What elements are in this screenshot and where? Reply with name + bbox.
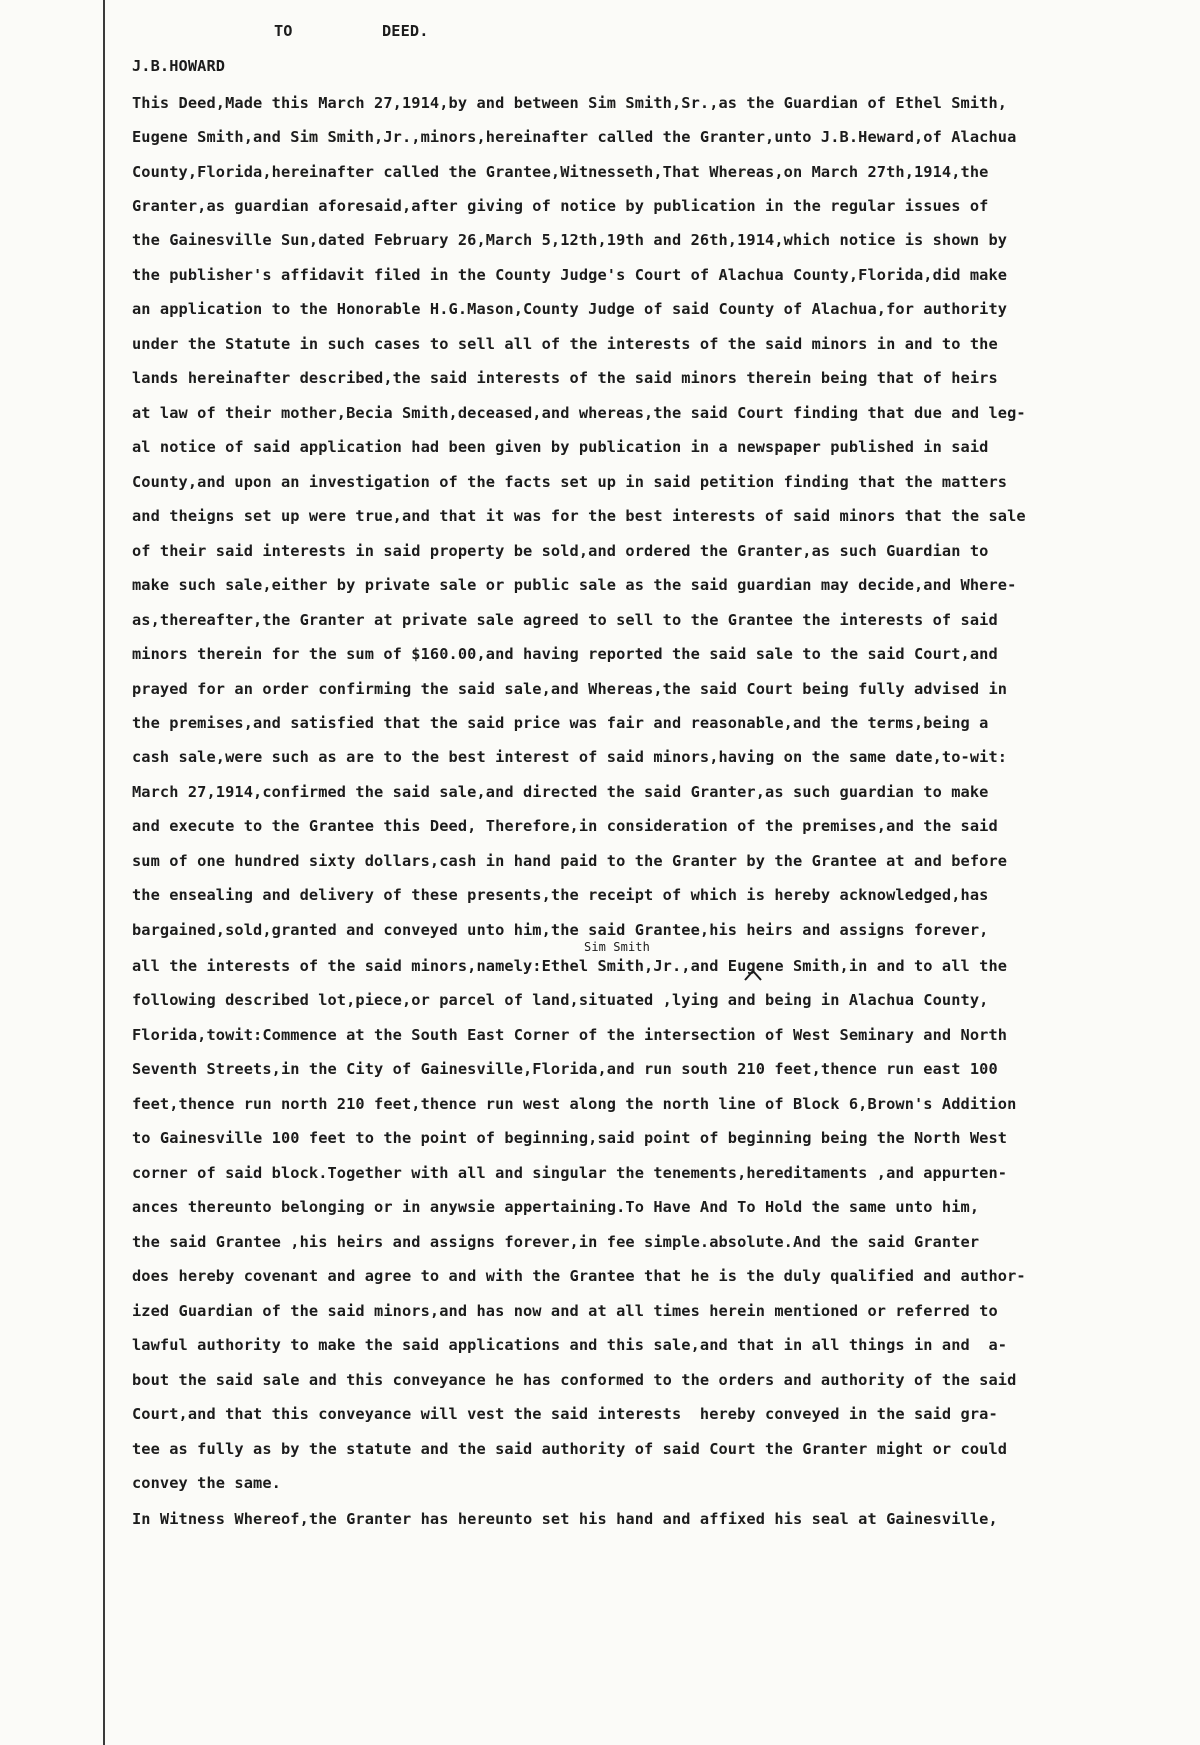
deed-body <box>132 94 1162 1528</box>
body-line: prayed for an order confirming the said sale,and Whereas,the said Court being fully advised in <box>132 680 1008 698</box>
body-line: Eugene Smith,and Sim Smith,Jr.,minors,hereinafter called the Granter,unto J.B.Heward,of Alachua <box>132 128 1017 146</box>
body-line: make such sale,either by private sale or public sale as the said guardian may decide,and Where- <box>132 576 1017 594</box>
body-line: tee as fully as by the statute and the said authority of said Court the Granter might or could <box>132 1440 1008 1458</box>
body-line: feet,thence run north 210 feet,thence run west along the north line of Block 6,Brown's Addition <box>132 1095 1017 1113</box>
body-line: the publisher's affidavit filed in the County Judge's Court of Alachua County,Florida,did make <box>132 266 1008 284</box>
body-line: of their said interests in said property be sold,and ordered the Granter,as such Guardian to <box>132 542 989 560</box>
body-line: all the interests of the said minors,namely:Ethel Smith,Jr.,and Eugene Smith,in and to all the <box>132 957 1008 975</box>
body-line: the said Grantee ,his heirs and assigns forever,in fee simple.absolute.And the said Granter <box>132 1233 980 1251</box>
body-line: lands hereinafter described,the said interests of the said minors therein being that of heirs <box>132 369 998 387</box>
body-line: Seventh Streets,in the City of Gainesville,Florida,and run south 210 feet,thence run east 100 <box>132 1060 998 1078</box>
body-line: March 27,1914,confirmed the said sale,and directed the said Granter,as such guardian to make <box>132 783 989 801</box>
deed-document <box>132 0 1162 1528</box>
body-line: County,Florida,hereinafter called the Grantee,Witnesseth,That Whereas,on March 27th,1914,the <box>132 163 989 181</box>
body-line: Court,and that this conveyance will vest the said interests hereby conveyed in the said gra- <box>132 1405 998 1423</box>
body-line: Granter,as guardian aforesaid,after giving of notice by publication in the regular issues of <box>132 197 989 215</box>
body-line: corner of said block.Together with all and singular the tenements,hereditaments ,and appurten- <box>132 1164 1008 1182</box>
body-line: the ensealing and delivery of these presents,the receipt of which is hereby acknowledged,has <box>132 886 989 904</box>
body-line: ances thereunto belonging or in anywsie appertaining.To Have And To Hold the same unto him, <box>132 1198 980 1216</box>
body-line: as,thereafter,the Granter at private sale agreed to sell to the Grantee the interests of said <box>132 611 998 629</box>
body-line: bout the said sale and this conveyance he has conformed to the orders and authority of the said <box>132 1371 1017 1389</box>
body-line: and theigns set up were true,and that it was for the best interests of said minors that the sale <box>132 507 1026 525</box>
body-line: to Gainesville 100 feet to the point of beginning,said point of beginning being the North West <box>132 1129 1008 1147</box>
body-line: convey the same. <box>132 1474 281 1492</box>
body-line: and execute to the Grantee this Deed, Therefore,in consideration of the premises,and the said <box>132 817 998 835</box>
body-line: following described lot,piece,or parcel of land,situated ,lying and being in Alachua County, <box>132 991 989 1009</box>
left-margin-rule <box>103 0 105 1745</box>
body-line: under the Statute in such cases to sell all of the interests of the said minors in and to the <box>132 335 998 353</box>
heading-to: TO <box>274 22 293 40</box>
body-line: al notice of said application had been given by publication in a newspaper published in said <box>132 438 989 456</box>
body-line: sum of one hundred sixty dollars,cash in hand paid to the Granter by the Grantee at and before <box>132 852 1008 870</box>
body-line: lawful authority to make the said applications and this sale,and that in all things in and a- <box>132 1336 1008 1354</box>
body-line: bargained,sold,granted and conveyed unto him,the said Grantee,his heirs and assigns forever, <box>132 921 989 939</box>
body-line: does hereby covenant and agree to and with the Grantee that he is the duly qualified and author- <box>132 1267 1026 1285</box>
body-line: the premises,and satisfied that the said price was fair and reasonable,and the terms,being a <box>132 714 989 732</box>
body-line: an application to the Honorable H.G.Mason,County Judge of said County of Alachua,for authority <box>132 300 1008 318</box>
body-line: at law of their mother,Becia Smith,deceased,and whereas,the said Court finding that due and leg- <box>132 404 1026 422</box>
body-line: minors therein for the sum of $160.00,and having reported the said sale to the said Court,and <box>132 645 998 663</box>
body-line: In Witness Whereof,the Granter has hereunto set his hand and affixed his seal at Gainesville, <box>132 1510 998 1528</box>
interlineation-sim-smith: Sim Smith <box>584 940 650 954</box>
heading-deed: DEED. <box>382 22 429 40</box>
body-line: the Gainesville Sun,dated February 26,March 5,12th,19th and 26th,1914,which notice is shown by <box>132 231 1008 249</box>
grantee-name: J.B.HOWARD <box>132 57 226 75</box>
body-line: County,and upon an investigation of the facts set up in said petition finding that the matters <box>132 473 1008 491</box>
body-line: ized Guardian of the said minors,and has now and at all times herein mentioned or referred to <box>132 1302 998 1320</box>
body-line: Florida,towit:Commence at the South East Corner of the intersection of West Seminary and North <box>132 1026 1008 1044</box>
body-line: This Deed,Made this March 27,1914,by and between Sim Smith,Sr.,as the Guardian of Ethel Smith, <box>132 94 1008 112</box>
body-line: cash sale,were such as are to the best interest of said minors,having on the same date,to-wit: <box>132 748 1008 766</box>
